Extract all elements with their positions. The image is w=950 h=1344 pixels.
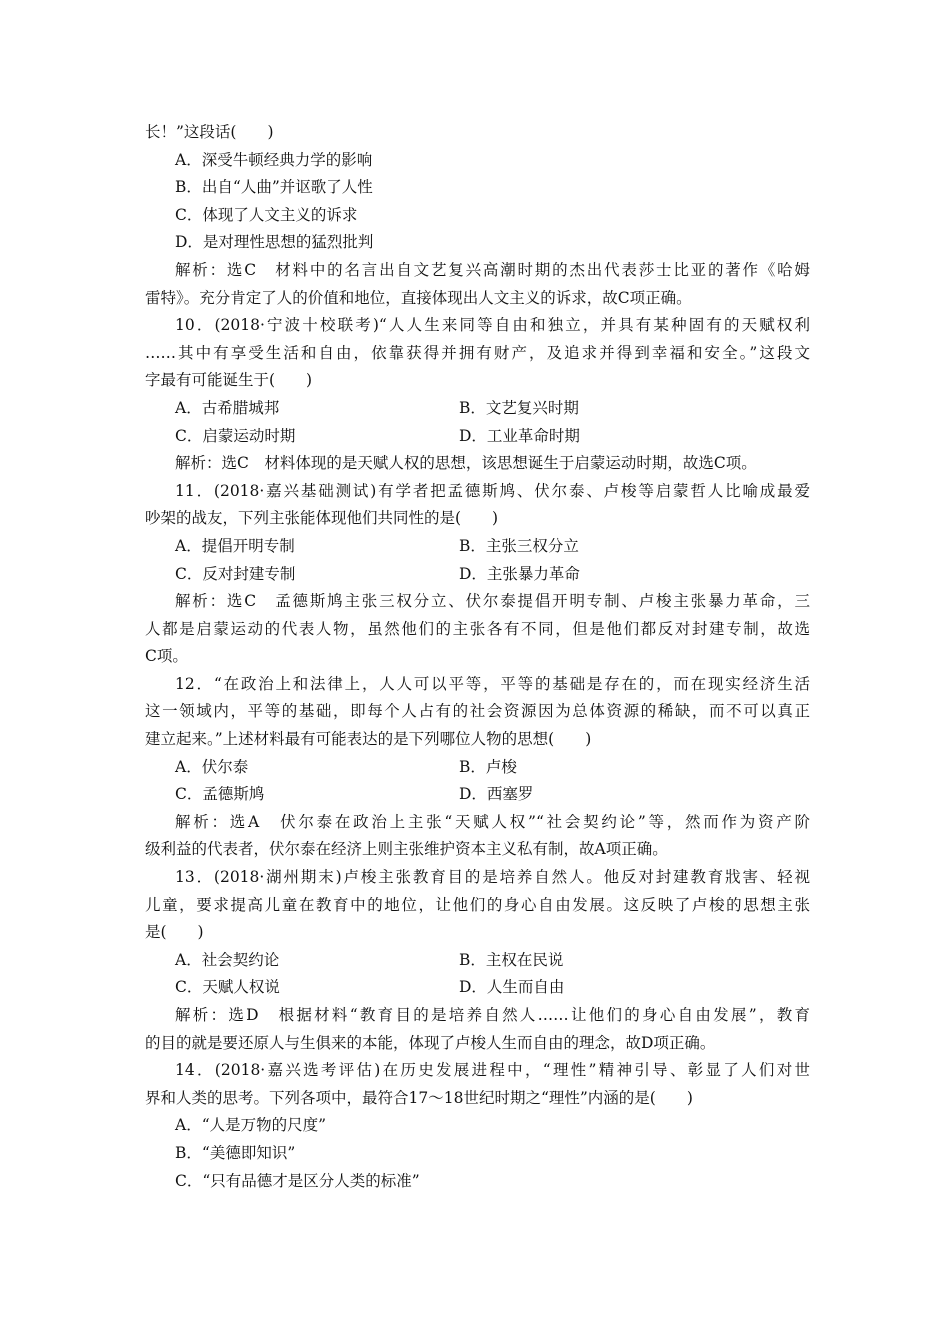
options-row <box>145 395 810 423</box>
text-line: B．“美德即知识” <box>175 1143 296 1162</box>
text-line: 建立起来。”上述材料最有可能表达的是下列哪位人物的思想( ) <box>145 730 592 749</box>
answer-option: B．卢梭 <box>459 757 517 776</box>
answer-option: D．人生而自由 <box>459 978 565 997</box>
text-line: 解析：选C 材料体现的是天赋人权的思想，该思想诞生于启蒙运动时期，故选C项。 <box>175 454 757 473</box>
options-row <box>145 754 810 782</box>
text-line: C．体现了人文主义的诉求 <box>175 205 358 224</box>
answer-option: A．古希腊城邦 <box>175 398 280 417</box>
text-line: 是( ) <box>145 923 204 942</box>
text-line: A．深受牛顿经典力学的影响 <box>175 150 373 169</box>
text-line: 级利益的代表者，伏尔泰在经济上则主张维护资本主义私有制，故A项正确。 <box>145 840 668 859</box>
text-line: 的目的就是要还原人与生俱来的本能，体现了卢梭人生而自由的理念，故D项正确。 <box>145 1033 716 1052</box>
answer-option: D．工业革命时期 <box>459 426 580 445</box>
text-line: 这一领域内，平等的基础，即每个人占有的社会资源因为总体资源的稀缺，而不可以真正 <box>145 702 810 721</box>
text-line: B．出自“人曲”并讴歌了人性 <box>175 178 373 197</box>
text-line: 10．(2018·宁波十校联考)“人人生来同等自由和独立，并具有某种固有的天赋权利 <box>175 316 810 335</box>
text-line: 12．“在政治上和法律上，人人可以平等，平等的基础是存在的，而在现实经济生活 <box>175 674 810 693</box>
options-row <box>145 533 810 561</box>
text-line: 字最有可能诞生于( ) <box>145 371 313 390</box>
text-line: C项。 <box>145 647 188 666</box>
text-line: 雷特》。充分肯定了人的价值和地位，直接体现出人文主义的诉求，故C项正确。 <box>145 288 692 307</box>
text-line: 解析：选A 伏尔泰在政治上主张“天赋人权”“社会契约论”等，然而作为资产阶 <box>175 812 810 831</box>
text-line: 解析：选C 孟德斯鸠主张三权分立、伏尔泰提倡开明专制、卢梭主张暴力革命，三 <box>175 592 810 611</box>
text-line: 11．(2018·嘉兴基础测试)有学者把孟德斯鸠、伏尔泰、卢梭等启蒙哲人比喻成最爱 <box>175 481 810 500</box>
answer-option: D．主张暴力革命 <box>459 564 580 583</box>
answer-option: D．西塞罗 <box>459 785 534 804</box>
text-line: C．“只有品德才是区分人类的标准” <box>175 1171 420 1190</box>
answer-option: C．启蒙运动时期 <box>175 426 296 445</box>
options-row <box>145 974 810 1002</box>
answer-option: C．孟德斯鸠 <box>175 785 265 804</box>
document-body <box>145 119 810 1195</box>
text-line: 解析：选C 材料中的名言出自文艺复兴高潮时期的杰出代表莎士比亚的著作《哈姆 <box>175 260 810 279</box>
answer-option: B．主张三权分立 <box>459 536 579 555</box>
answer-option: B．主权在民说 <box>459 950 564 969</box>
options-row <box>145 561 810 589</box>
options-row <box>145 781 810 809</box>
text-line: 14．(2018·嘉兴选考评估)在历史发展进程中，“理性”精神引导、彰显了人们对世 <box>175 1061 810 1080</box>
answer-option: C．反对封建专制 <box>175 564 296 583</box>
text-line: D．是对理性思想的猛烈批判 <box>175 233 374 252</box>
answer-option: A．社会契约论 <box>175 950 280 969</box>
text-line: 解析：选D 根据材料“教育目的是培养自然人……让他们的身心自由发展”，教育 <box>175 1006 810 1024</box>
answer-option: C．天赋人权说 <box>175 978 280 997</box>
options-row <box>145 947 810 975</box>
text-line: ……其中有享受生活和自由，依靠获得并拥有财产，及追求并得到幸福和安全。”这段文 <box>145 343 810 362</box>
options-row <box>145 423 810 451</box>
text-line: 长！”这段话( ) <box>145 123 274 141</box>
answer-option: A．伏尔泰 <box>175 757 249 776</box>
text-line: 13．(2018·湖州期末)卢梭主张教育目的是培养自然人。他反对封建教育戕害、轻视 <box>175 868 810 887</box>
text-line: 人都是启蒙运动的代表人物，虽然他们的主张各有不同，但是他们都反对封建专制，故选 <box>145 619 810 638</box>
text-line: 儿童，要求提高儿童在教育中的地位，让他们的身心自由发展。这反映了卢梭的思想主张 <box>145 895 810 914</box>
answer-option: A．提倡开明专制 <box>175 536 295 555</box>
text-line: 吵架的战友，下列主张能体现他们共同性的是( ) <box>145 509 499 528</box>
text-line: A．“人是万物的尺度” <box>175 1116 327 1135</box>
answer-option: B．文艺复兴时期 <box>459 398 579 417</box>
text-line: 界和人类的思考。下列各项中，最符合17～18世纪时期之“理性”内涵的是( ) <box>145 1088 693 1107</box>
